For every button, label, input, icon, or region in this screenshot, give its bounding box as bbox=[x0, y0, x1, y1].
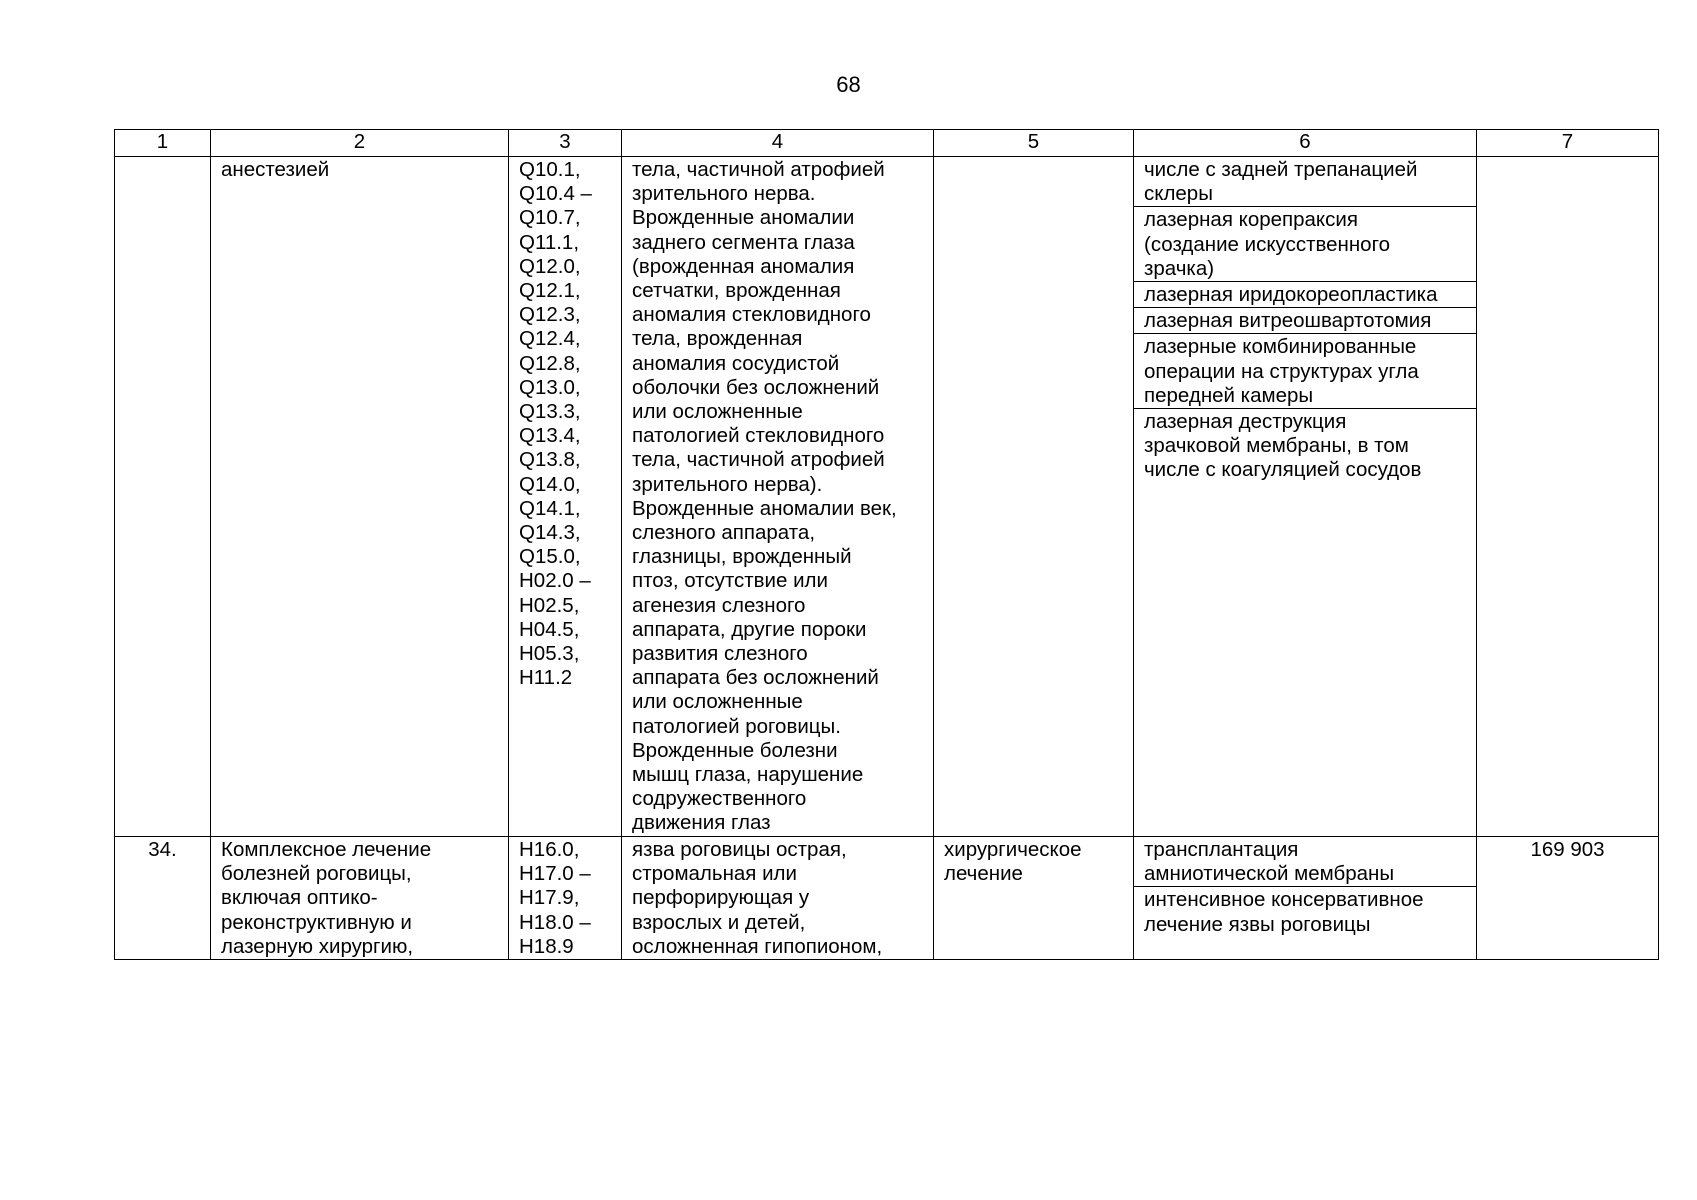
text-line: H11.2 bbox=[519, 666, 573, 690]
text-line: H18.9 bbox=[519, 934, 574, 958]
text-line: аппарата без осложнений bbox=[632, 666, 879, 690]
text-line: аномалия стекловидного bbox=[632, 303, 871, 327]
treatment-method-item bbox=[1134, 837, 1476, 887]
cell-icd-codes bbox=[509, 837, 622, 960]
cell-cost: 169 903 bbox=[1477, 837, 1659, 960]
treatment-method-item bbox=[1134, 409, 1476, 483]
cell-care-type bbox=[211, 157, 509, 837]
text-line: зрачка) bbox=[1144, 256, 1215, 280]
text-line: числе с задней трепанацией bbox=[1144, 158, 1418, 181]
text-line: Q11.1, bbox=[519, 230, 580, 254]
text-line: взрослых и детей, bbox=[632, 910, 806, 934]
text-line: лазерная иридокореопластика bbox=[1144, 283, 1438, 307]
text-line: оболочки без осложнений bbox=[632, 375, 880, 399]
text-line: лазерные комбинированные bbox=[1144, 335, 1417, 359]
text-line: Q10.4 – bbox=[519, 182, 592, 206]
text-line: операции на структурах угла bbox=[1144, 359, 1419, 383]
table-row-continuation bbox=[115, 157, 1659, 837]
cell-treatment-methods bbox=[1134, 837, 1477, 960]
cell-icd-codes bbox=[509, 157, 622, 837]
header-col-4: 4 bbox=[622, 130, 934, 157]
text-line: Q15.0, bbox=[519, 545, 581, 569]
text-line: передней камеры bbox=[1144, 383, 1314, 407]
text-line: Q14.3, bbox=[519, 521, 581, 545]
text-line: слезного аппарата, bbox=[632, 521, 816, 545]
header-col-6: 6 bbox=[1134, 130, 1477, 157]
text-line: H16.0, bbox=[519, 838, 580, 861]
text-line: Q10.7, bbox=[519, 206, 581, 230]
header-col-2: 2 bbox=[211, 130, 509, 157]
treatment-method-item bbox=[1134, 308, 1476, 334]
text-line: агенезия слезного bbox=[632, 593, 806, 617]
text-line: включая оптико- bbox=[221, 886, 378, 910]
text-line: числе с коагуляцией сосудов bbox=[1144, 458, 1422, 482]
text-line: язва роговицы острая, bbox=[632, 838, 847, 861]
text-line: глазницы, врожденный bbox=[632, 545, 852, 569]
cell-treatment-type bbox=[934, 837, 1134, 960]
text-line: движения глаз bbox=[632, 811, 771, 835]
cell-treatment-type bbox=[934, 157, 1134, 837]
text-line: Q13.8, bbox=[519, 448, 581, 472]
text-line: склеры bbox=[1144, 182, 1213, 206]
text-line: Q14.1, bbox=[519, 496, 581, 520]
text-line: Q12.0, bbox=[519, 254, 581, 278]
text-line: Q14.0, bbox=[519, 472, 581, 496]
text-line: зрительного нерва. bbox=[632, 182, 816, 206]
text-line: H17.0 – bbox=[519, 862, 591, 886]
cell-patient-model bbox=[622, 157, 934, 837]
cell-number: 34. bbox=[115, 837, 211, 960]
text-line: или осложненные bbox=[632, 400, 803, 424]
text-line: лазерную хирургию, bbox=[221, 934, 414, 958]
cell-patient-model bbox=[622, 837, 934, 960]
text-line: Q13.4, bbox=[519, 424, 581, 448]
text-line: патологией роговицы. bbox=[632, 714, 841, 738]
cell-number bbox=[115, 157, 211, 837]
text-line: Врожденные аномалии век, bbox=[632, 496, 897, 520]
text-line: амниотической мембраны bbox=[1144, 862, 1395, 886]
treatment-method-item bbox=[1134, 157, 1476, 207]
text-line: Q13.0, bbox=[519, 375, 581, 399]
text-line: аппарата, другие пороки bbox=[632, 617, 867, 641]
text-line: лазерная корепраксия bbox=[1144, 208, 1358, 232]
text-line: Q10.1, bbox=[519, 158, 581, 181]
treatment-method-item bbox=[1134, 334, 1476, 409]
header-col-3: 3 bbox=[509, 130, 622, 157]
text-line: H18.0 – bbox=[519, 910, 591, 934]
treatment-method-item bbox=[1134, 207, 1476, 282]
text-line: H04.5, bbox=[519, 617, 580, 641]
text-line: интенсивное консервативное bbox=[1144, 888, 1424, 912]
text-line: мышц глаза, нарушение bbox=[632, 763, 864, 787]
text-line: Q12.4, bbox=[519, 327, 581, 351]
medical-care-table bbox=[114, 129, 1659, 960]
text-line: болезней роговицы, bbox=[221, 862, 412, 886]
text-line: H05.3, bbox=[519, 642, 580, 666]
page-number: 68 bbox=[836, 72, 861, 97]
text-line: Q13.3, bbox=[519, 400, 581, 424]
text-line: аномалия сосудистой bbox=[632, 351, 840, 375]
text-line: лечение bbox=[944, 862, 1023, 886]
table-row-34 bbox=[115, 837, 1659, 960]
text-line: тела, врожденная bbox=[632, 327, 803, 351]
text-line: развития слезного bbox=[632, 642, 808, 666]
header-row bbox=[115, 130, 1659, 157]
text-line: лазерная деструкция bbox=[1144, 410, 1347, 434]
text-line: Врожденные болезни bbox=[632, 738, 838, 762]
text-line: сетчатки, врожденная bbox=[632, 279, 841, 303]
treatment-method-item bbox=[1134, 282, 1476, 308]
text-line: зрачковой мембраны, в том bbox=[1144, 434, 1409, 458]
cell-care-type bbox=[211, 837, 509, 960]
text-line: тела, частичной атрофией bbox=[632, 448, 885, 472]
text-line: (врожденная аномалия bbox=[632, 254, 855, 278]
text-line: Q12.3, bbox=[519, 303, 581, 327]
text-line: реконструктивную и bbox=[221, 910, 412, 934]
header-col-5: 5 bbox=[934, 130, 1134, 157]
text-line: перфорирующая у bbox=[632, 886, 810, 910]
text-line: Врожденные аномалии bbox=[632, 206, 855, 230]
text-line: лазерная витреошвартотомия bbox=[1144, 309, 1432, 333]
text-line: хирургическое bbox=[944, 838, 1082, 861]
text-line: зрительного нерва). bbox=[632, 472, 823, 496]
text-line: Комплексное лечение bbox=[221, 838, 432, 861]
text-line: осложненная гипопионом, bbox=[632, 934, 883, 958]
text-line: патологией стекловидного bbox=[632, 424, 885, 448]
header-col-1: 1 bbox=[115, 130, 211, 157]
text-line: (создание искусственного bbox=[1144, 232, 1390, 256]
text-line: трансплантация bbox=[1144, 838, 1299, 861]
header-col-7: 7 bbox=[1477, 130, 1659, 157]
text-line: птоз, отсутствие или bbox=[632, 569, 828, 593]
text-line: заднего сегмента глаза bbox=[632, 230, 855, 254]
cell-treatment-methods bbox=[1134, 157, 1477, 837]
text-line: стромальная или bbox=[632, 862, 797, 886]
text-line: H17.9, bbox=[519, 886, 580, 910]
text-line: H02.5, bbox=[519, 593, 580, 617]
text-line: тела, частичной атрофией bbox=[632, 158, 885, 181]
text-line: Q12.8, bbox=[519, 351, 581, 375]
text-line: лечение язвы роговицы bbox=[1144, 912, 1371, 936]
text-line: анестезией bbox=[221, 158, 330, 181]
treatment-method-item bbox=[1134, 887, 1476, 936]
text-line: или осложненные bbox=[632, 690, 803, 714]
text-line: Q12.1, bbox=[519, 279, 581, 303]
text-line: содружественного bbox=[632, 787, 807, 811]
text-line: H02.0 – bbox=[519, 569, 591, 593]
cell-cost bbox=[1477, 157, 1659, 837]
